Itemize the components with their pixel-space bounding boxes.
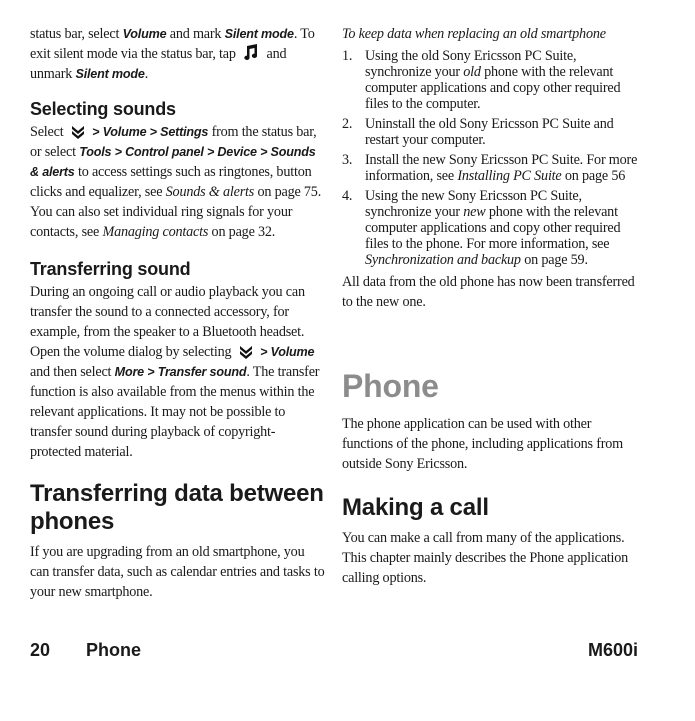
cross-reference: Synchronization and backup — [365, 252, 521, 268]
ui-term: > Volume — [256, 345, 315, 359]
section-heading: Making a call — [342, 494, 489, 521]
step-number: 3. — [342, 152, 353, 168]
step-number: 2. — [342, 116, 353, 132]
text: . The transfer function is also available from the menus within the relevant applications. It may not be possible to transfer sound during playback of copyright-protected material. — [30, 364, 320, 460]
right-column — [342, 24, 640, 588]
ui-term: More > Transfer sound — [114, 365, 247, 379]
chapter-title: Phone — [342, 368, 439, 404]
making-call-paragraph: You can make a call from many of the applications. This chapter mainly describes the Phone application calling options. — [342, 530, 629, 586]
footer-model: M600i — [587, 640, 638, 660]
cross-reference: Sounds & alerts — [165, 184, 255, 200]
text: to access settings such as ringtones, button clicks and equalizer, see — [30, 164, 312, 200]
transferring-data-paragraph: If you are upgrading from an old smartphone, you can transfer data, such as calendar entries and tasks to your new smartphone. — [30, 544, 325, 600]
text: Using the new Sony Ericsson PC Suite, synchronize your — [365, 188, 582, 220]
cross-reference: Managing contacts — [102, 224, 209, 240]
phone-intro-paragraph: The phone application can be used with other functions of the phone, including applications from outside Sony Ericsson. — [342, 416, 623, 472]
text: Uninstall the old Sony Ericsson PC Suite and restart your computer. — [365, 116, 614, 148]
list-item — [342, 116, 640, 148]
ui-term: > Volume > Settings — [88, 125, 209, 139]
text: and mark — [166, 26, 225, 42]
text: . To exit silent mode via the status bar, tap — [30, 26, 315, 62]
chevron-down-icon — [238, 345, 254, 359]
text: Install the new Sony Ericsson PC Suite. For more information, see — [365, 152, 638, 184]
emphasis: old — [463, 64, 481, 80]
text: phone with the relevant computer applications and copy other required files to the phone. For more information, see — [365, 204, 621, 252]
selecting-sounds-paragraph — [30, 122, 326, 242]
text: on page 32. — [208, 224, 276, 240]
transferring-sound-paragraph — [30, 282, 326, 462]
text: Select — [30, 124, 67, 140]
text: status bar, select — [30, 26, 123, 42]
page-number: 20 — [30, 640, 51, 660]
page-footer — [30, 640, 638, 664]
ui-term: Silent mode — [75, 67, 145, 81]
text: Using the old Sony Ericsson PC Suite, synchronize your — [365, 48, 577, 80]
procedure-steps — [342, 48, 640, 268]
text: phone with the relevant computer applications and copy other required files to the computer. — [365, 64, 621, 112]
procedure-result: All data from the old phone has now been transferred to the new one. — [342, 274, 635, 310]
list-item — [342, 188, 640, 268]
text: and unmark — [30, 46, 287, 82]
text: on page 59. — [520, 252, 588, 268]
procedure-intro: To keep data when replacing an old smartphone — [342, 26, 606, 42]
left-column — [30, 24, 326, 602]
section-heading: Transferring sound — [30, 259, 191, 279]
emphasis: new — [463, 204, 486, 220]
text: . — [144, 66, 149, 82]
ui-term: Tools > Control panel > Device > Sounds & alerts — [30, 145, 316, 179]
cross-reference: Installing PC Suite — [457, 168, 562, 184]
step-number: 4. — [342, 188, 353, 204]
section-heading: Selecting sounds — [30, 99, 176, 119]
ui-term: Volume — [122, 27, 167, 41]
text: on page 56 — [561, 168, 626, 184]
list-item — [342, 48, 640, 112]
music-note-icon — [242, 44, 260, 61]
list-item — [342, 152, 640, 184]
silent-mode-paragraph — [30, 24, 326, 84]
text: on page 75. You can also set individual ring signals for your contacts, see — [30, 184, 322, 240]
chevron-down-icon — [70, 125, 86, 139]
text: from the status bar, or select — [30, 124, 317, 160]
text: During an ongoing call or audio playback you can transfer the sound to a connected accessory, for example, from the speaker to a Bluetooth headset. Open the volume dialog by selecting — [30, 284, 305, 360]
footer-section: Phone — [86, 640, 142, 660]
ui-term: Silent mode — [224, 27, 294, 41]
text: and then select — [30, 364, 115, 380]
section-heading: Transferring data between phones — [30, 480, 324, 535]
step-number: 1. — [342, 48, 353, 64]
